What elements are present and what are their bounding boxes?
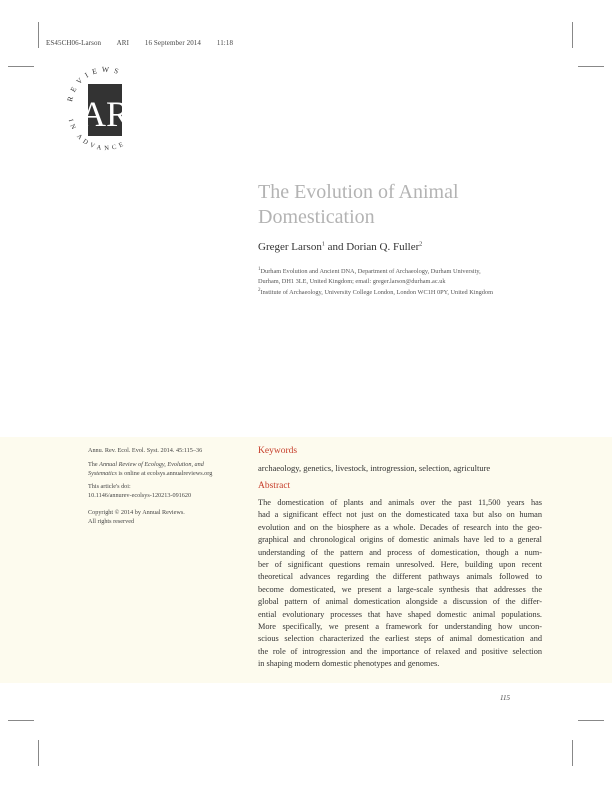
copyright: Copyright © 2014 by Annual Reviews. <box>88 509 185 516</box>
crop-mark-top-right-v <box>572 22 573 48</box>
author-1-sup: 1 <box>321 241 325 248</box>
affiliation-1-sup: 1 <box>258 267 261 272</box>
affiliation-2-line-1: Institute of Archaeology, University College London, London WC1H 0PY, United Kingdom <box>260 289 493 297</box>
logo-letters: AR <box>79 94 131 134</box>
abstract-line: scious selection characterized the earliest steps of animal domestication and <box>258 634 542 644</box>
running-header <box>46 39 247 47</box>
abstract-line: in shaping modern domestic phenotypes and genomes. <box>258 659 440 669</box>
abstract-line: global pattern of animal domestication alongside a discussion of the differ- <box>258 597 542 607</box>
title-line-1: The Evolution of Animal <box>258 181 459 203</box>
header-tag: ARI <box>116 39 129 47</box>
doi-value[interactable]: 10.1146/annurev-ecolsys-120213-091620 <box>88 491 192 499</box>
author-1: Greger Larson <box>258 241 322 253</box>
abstract-line: More specifically, we present a framework for understanding how uncon- <box>258 622 542 631</box>
rights: All rights reserved <box>88 517 135 525</box>
journal-online-note <box>88 461 248 478</box>
affiliation-1-line-2: Durham, DH1 3LE, United Kingdom; email: greger.larson@durham.ac.uk <box>258 277 446 285</box>
journal-post: is online at ecolsys.annualreviews.org <box>116 469 213 477</box>
doi-block <box>88 483 248 500</box>
abstract-line: had a significant effect not just on the domesticated taxa but also on human <box>258 510 542 520</box>
crop-mark-bottom-left-v <box>38 740 39 766</box>
journal-name-line-2: Systematics <box>88 469 117 477</box>
crop-mark-bottom-right-v <box>572 740 573 766</box>
author-and: and <box>324 241 347 253</box>
abstract-line: become domesticated, we present a large-scale synthesis that addresses the <box>258 584 542 594</box>
crop-mark-top-left-h <box>8 66 34 67</box>
crop-mark-bottom-left-h <box>8 720 34 721</box>
journal-name-line-1: Annual Review of Ecology, Evolution, and <box>99 461 204 468</box>
citation: Annu. Rev. Ecol. Evol. Syst. 2014. 45:115–36 <box>88 447 203 454</box>
header-time: 11:18 <box>216 39 234 47</box>
abstract-line: the role of introgression and the importance of relaxed and positive selection <box>258 646 542 656</box>
affiliation-2-sup: 2 <box>258 288 261 293</box>
author-list <box>258 241 422 253</box>
journal-pre: The <box>88 461 100 468</box>
logo-arc-bottom: IN ADVANCE <box>66 118 128 153</box>
affiliation-2 <box>258 286 548 298</box>
crop-mark-bottom-right-h <box>578 720 604 721</box>
abstract-heading: Abstract <box>258 481 291 491</box>
title-line-2: Domestication <box>258 206 375 228</box>
keywords-text: archaeology, genetics, livestock, introgression, selection, agriculture <box>258 463 491 473</box>
author-2: Dorian Q. Fuller <box>346 241 420 253</box>
abstract-line: The domestication of plants and animals over the past 11,500 years has <box>258 498 542 507</box>
keywords-heading: Keywords <box>258 446 298 456</box>
doi-label: This article's doi: <box>88 483 131 490</box>
abstract-line: graphical and chronological origins of domestic animals have led to a general <box>258 535 542 545</box>
abstract-line: evolution and on the biosphere as a whole. Decades of research into the geo- <box>258 522 542 532</box>
abstract-line: understanding of the pattern and process of domestication, though a num- <box>258 547 542 557</box>
affiliation-1 <box>258 265 548 286</box>
reviews-in-advance-logo <box>60 60 150 160</box>
article-title <box>258 180 558 230</box>
crop-mark-top-left-v <box>38 22 39 48</box>
abstract-line: ber of significant questions remain unresolved. Here, building upon recent <box>258 560 542 569</box>
affiliation-1-line-1: Durham Evolution and Ancient DNA, Department of Archaeology, Durham University, <box>260 268 481 276</box>
abstract-line: theoretical advances regarding the different pathways animals followed to <box>258 572 542 582</box>
crop-mark-top-right-h <box>578 66 604 67</box>
logo-arc-top: REVIEWS <box>65 64 125 103</box>
copyright-block <box>88 509 248 526</box>
author-2-sup: 2 <box>419 241 423 248</box>
header-date: 16 September 2014 <box>144 39 201 47</box>
page-number: 115 <box>500 694 510 702</box>
abstract-line: ential evolutionary processes that have shaped domestic animal populations. <box>258 609 542 619</box>
header-code: ES45CH06-Larson <box>46 39 102 47</box>
